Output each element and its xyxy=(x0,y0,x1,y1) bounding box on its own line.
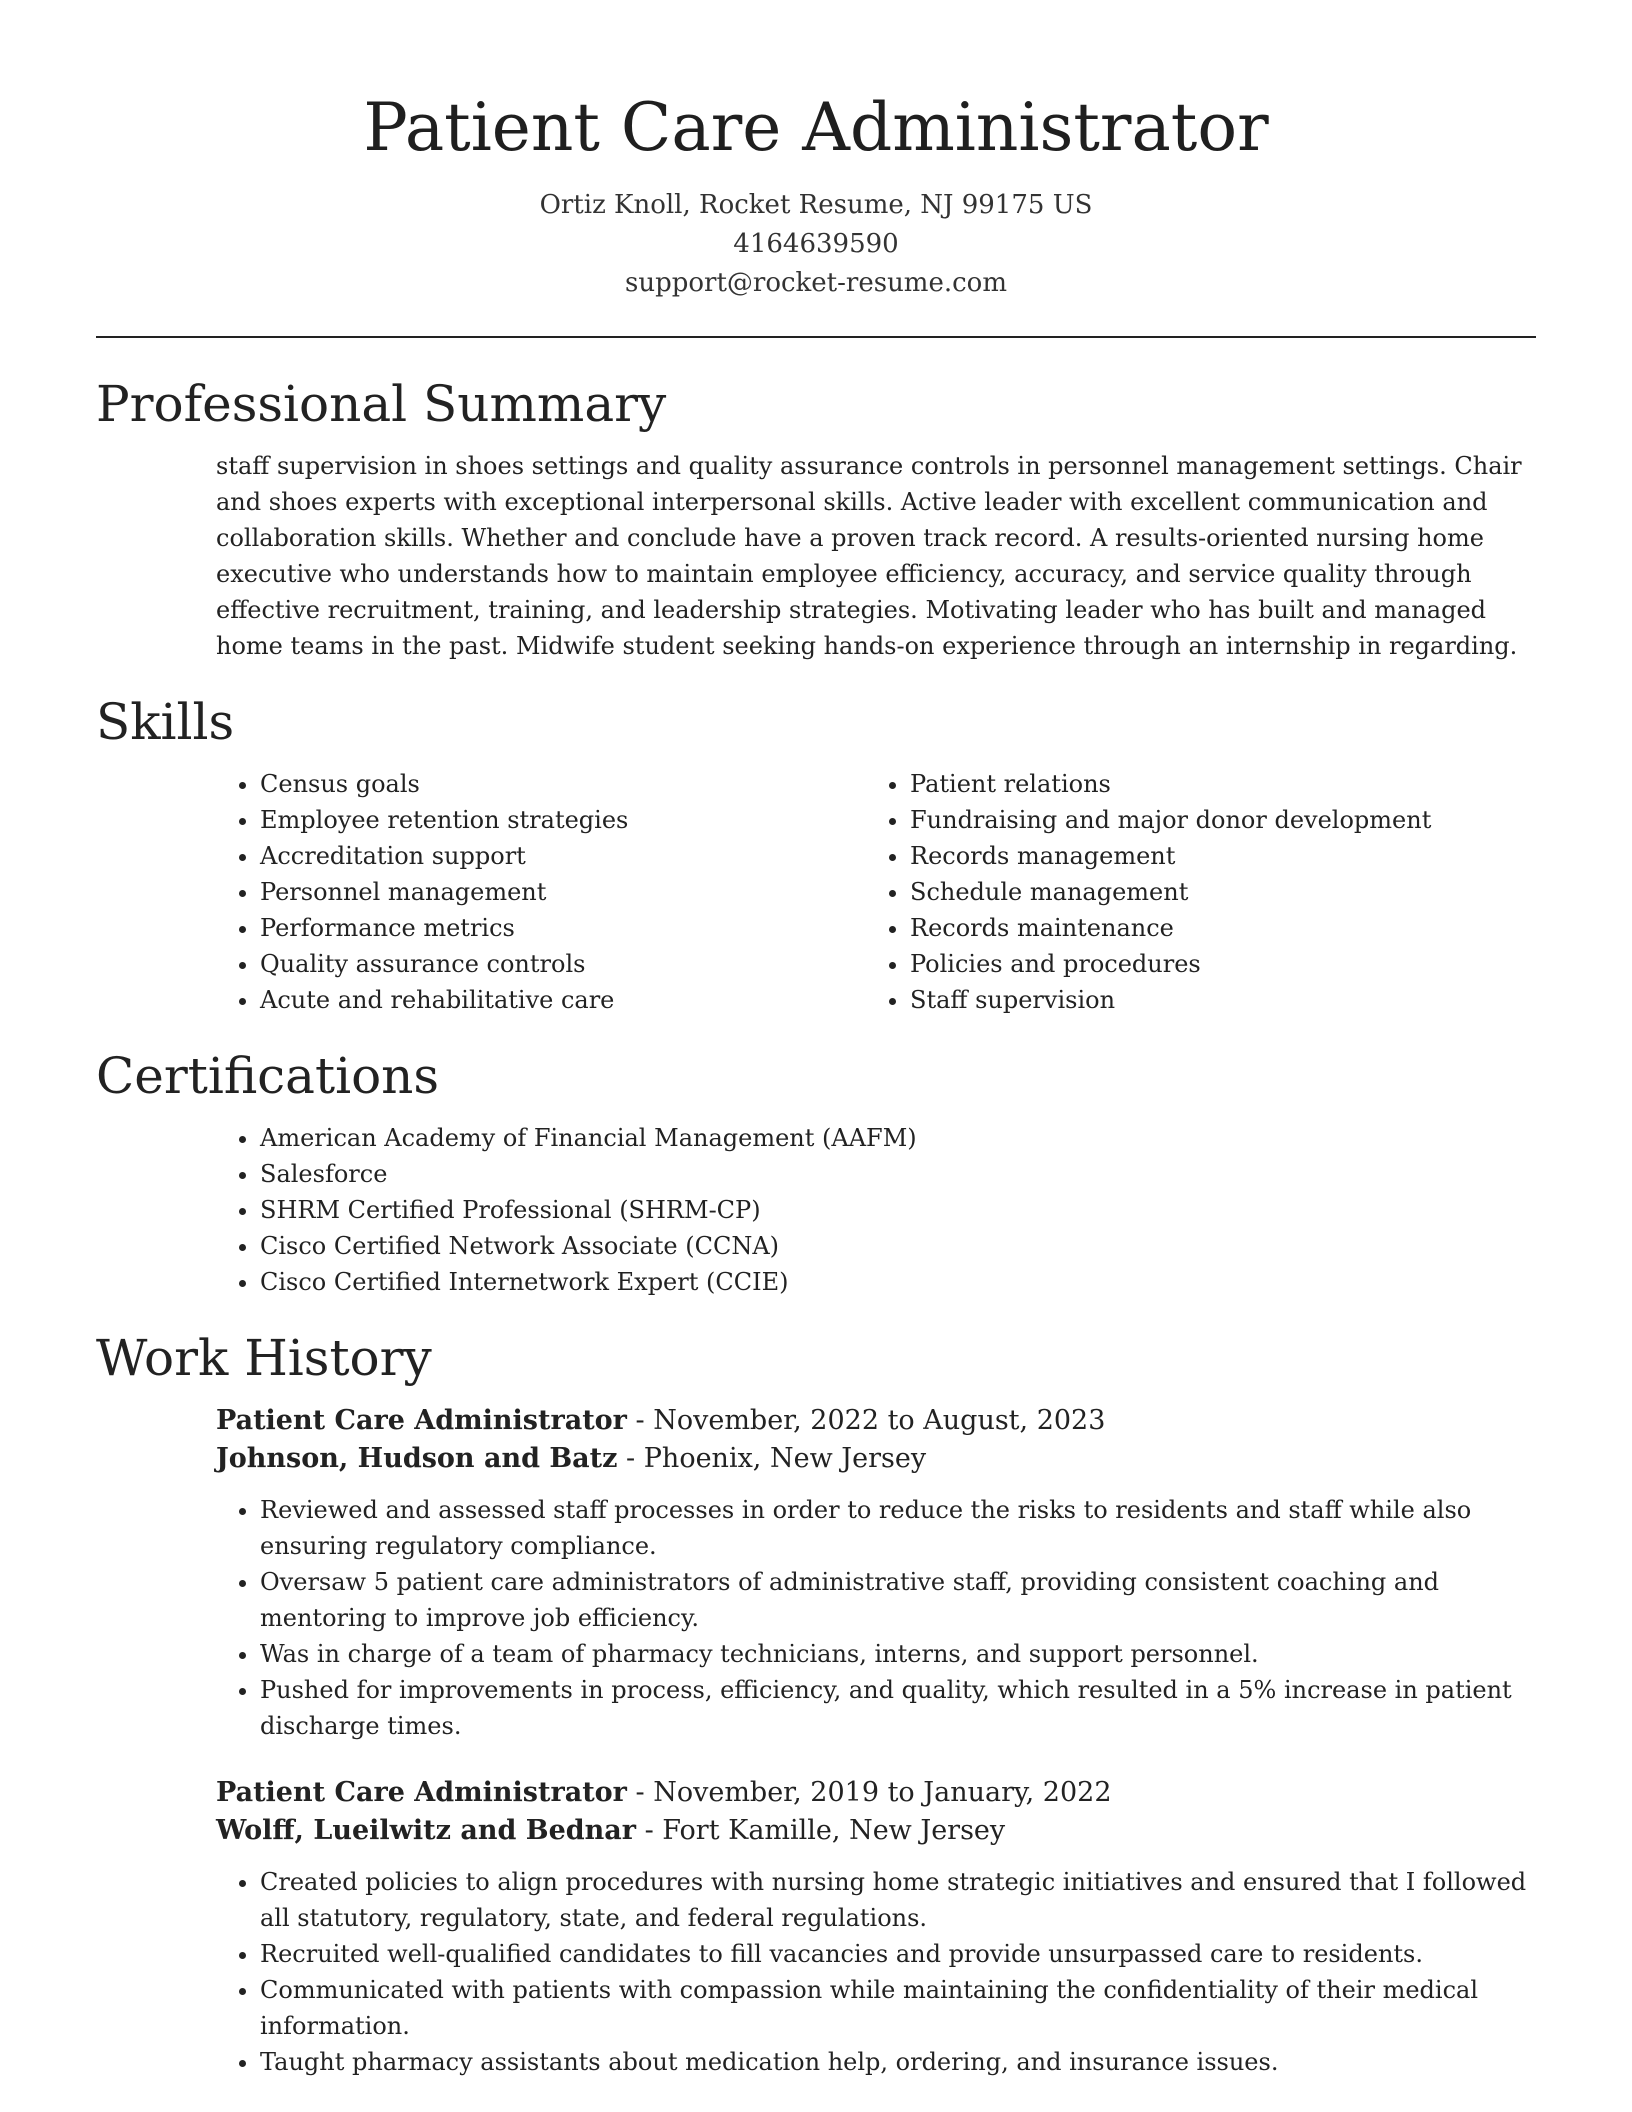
skill-item: • Schedule management xyxy=(910,874,1516,910)
job-title: Patient Care Administrator xyxy=(216,1405,627,1436)
contact-info xyxy=(96,186,1536,303)
contact-email: support@rocket-resume.com xyxy=(624,268,1007,298)
job-entry xyxy=(216,1774,1536,2080)
job-bullet: • Was in charge of a team of pharmacy technicians, interns, and support personnel. xyxy=(260,1636,1536,1672)
skills-column-left xyxy=(216,766,866,1018)
job-bullet: • Pushed for improvements in process, efficiency, and quality, which resulted in a 5% increase in patient discharge times. xyxy=(260,1672,1536,1744)
certification-item: • Salesforce xyxy=(260,1156,1536,1192)
certification-item: • Cisco Certified Network Associate (CCNA) xyxy=(260,1228,1536,1264)
resume-header xyxy=(96,0,1536,303)
skill-item: • Census goals xyxy=(260,766,866,802)
job-company-line xyxy=(216,1812,1536,1850)
certifications-wrapper xyxy=(216,1120,1536,1300)
header-divider xyxy=(96,336,1536,338)
certification-item: • American Academy of Financial Management (AAFM) xyxy=(260,1120,1536,1156)
skills-title: Skills xyxy=(96,693,235,751)
contact-address: Ortiz Knoll, Rocket Resume, NJ 99175 US xyxy=(539,190,1093,220)
skills-section xyxy=(96,690,1536,1018)
job-bullets xyxy=(216,1864,1536,2080)
job-bullet: • Created policies to align procedures with nursing home strategic initiatives and ensured that I followed all statutory, regulatory, state, and federal regulations. xyxy=(260,1864,1536,1936)
work-history-title: Work History xyxy=(96,1329,432,1387)
skill-item: • Employee retention strategies xyxy=(260,802,866,838)
job-title-line xyxy=(216,1402,1536,1440)
skill-item: • Accreditation support xyxy=(260,838,866,874)
job-dates: November, 2019 to January, 2022 xyxy=(653,1777,1112,1808)
skill-item: • Quality assurance controls xyxy=(260,946,866,982)
skills-column-right xyxy=(866,766,1516,1018)
certifications-section xyxy=(96,1044,1536,1300)
skill-item: • Acute and rehabilitative care xyxy=(260,982,866,1018)
skill-item: • Policies and procedures xyxy=(910,946,1516,982)
job-title: Patient Care Administrator xyxy=(216,1777,627,1808)
skill-item: • Performance metrics xyxy=(260,910,866,946)
job-title-line xyxy=(216,1774,1536,1812)
job-separator: - xyxy=(617,1443,644,1474)
job-company: Wolff, Lueilwitz and Bednar xyxy=(216,1815,636,1846)
certifications-list xyxy=(216,1120,1536,1300)
summary-text: staff supervision in shoes settings and quality assurance controls in personnel management settings. Chair and shoes experts with exceptional interpersonal skills. Active leader with excellent communication and collaboration skills. Whether and conclude have a proven track record. A results-oriented nursing home executive who understands how to maintain employee efficiency, accuracy, and service quality through effective recruitment, training, and leadership strategies. Motivating leader who has built and managed home teams in the past. Midwife student seeking hands-on experience through an internship in regarding. xyxy=(216,452,1522,660)
skills-list-right xyxy=(866,766,1516,1018)
summary-title: Professional Summary xyxy=(96,375,667,433)
job-location: Fort Kamille, New Jersey xyxy=(662,1815,1006,1846)
contact-phone: 4164639590 xyxy=(733,229,899,259)
resume-name: Patient Care Administrator xyxy=(363,89,1269,166)
job-separator: - xyxy=(626,1405,654,1436)
skill-item: • Personnel management xyxy=(260,874,866,910)
job-location: Phoenix, New Jersey xyxy=(643,1443,927,1474)
job-bullet-list xyxy=(216,1492,1536,1744)
skill-item: • Records management xyxy=(910,838,1516,874)
certification-item: • SHRM Certified Professional (SHRM-CP) xyxy=(260,1192,1536,1228)
job-bullet: • Oversaw 5 patient care administrators of administrative staff, providing consistent coaching and mentoring to improve job efficiency. xyxy=(260,1564,1536,1636)
skills-columns xyxy=(216,766,1536,1018)
job-bullet-list xyxy=(216,1864,1536,2080)
job-bullet: • Communicated with patients with compassion while maintaining the confidentiality of their medical information. xyxy=(260,1972,1536,2044)
skill-item: • Fundraising and major donor development xyxy=(910,802,1516,838)
skill-item: • Records maintenance xyxy=(910,910,1516,946)
job-bullet: • Reviewed and assessed staff processes in order to reduce the risks to residents and staff while also ensuring regulatory compliance. xyxy=(260,1492,1536,1564)
job-entry xyxy=(216,1402,1536,1744)
job-separator: - xyxy=(636,1815,663,1846)
skill-item: • Staff supervision xyxy=(910,982,1516,1018)
job-company-line xyxy=(216,1440,1536,1478)
job-bullets xyxy=(216,1492,1536,1744)
work-history-section xyxy=(96,1326,1536,2080)
job-dates: November, 2022 to August, 2023 xyxy=(653,1405,1106,1436)
skill-item: • Patient relations xyxy=(910,766,1516,802)
job-bullet: • Taught pharmacy assistants about medication help, ordering, and insurance issues. xyxy=(260,2044,1536,2080)
job-bullet: • Recruited well-qualified candidates to fill vacancies and provide unsurpassed care to residents. xyxy=(260,1936,1536,1972)
job-company: Johnson, Hudson and Batz xyxy=(216,1443,618,1474)
summary-section xyxy=(96,372,1536,664)
job-separator: - xyxy=(626,1777,654,1808)
certifications-title: Certifications xyxy=(96,1047,440,1105)
skills-list-left xyxy=(216,766,866,1018)
certification-item: • Cisco Certified Internetwork Expert (CCIE) xyxy=(260,1264,1536,1300)
